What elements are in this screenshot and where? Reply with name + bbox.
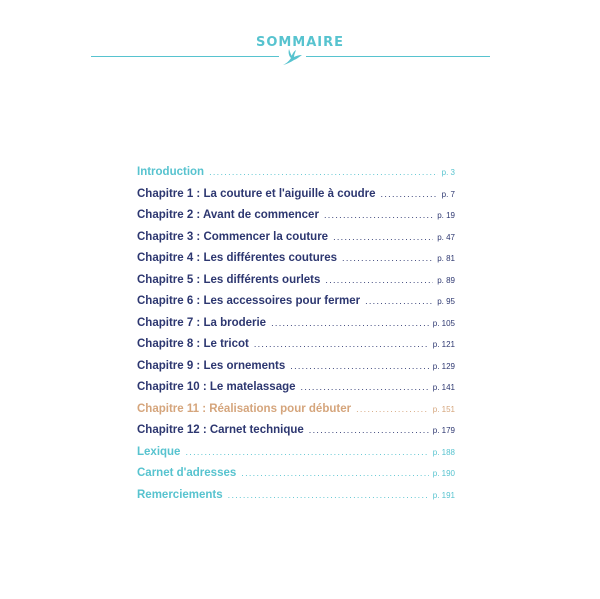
toc-entry-page: p. 141: [432, 383, 455, 392]
toc-entry-label: Chapitre 11 : Réalisations pour débuter: [137, 402, 352, 415]
dot-leader: [290, 361, 428, 371]
dot-leader: [309, 425, 429, 435]
toc-entry-label: Remerciements: [137, 488, 223, 501]
toc-entry[interactable]: [137, 338, 455, 360]
toc-entry-label: Chapitre 4 : Les différentes coutures: [137, 252, 338, 264]
toc-entry-page: p. 3: [441, 168, 455, 177]
toc-entry[interactable]: [137, 274, 455, 296]
header: [0, 30, 600, 80]
dot-leader: [342, 253, 433, 263]
dot-leader: [271, 318, 429, 328]
toc-entry-label: Chapitre 7 : La broderie: [137, 316, 267, 329]
table-of-contents: [137, 166, 455, 510]
toc-entry-label: Chapitre 2 : Avant de commencer: [137, 209, 319, 221]
toc-entry[interactable]: [137, 403, 455, 425]
divider-left: [91, 56, 279, 57]
dot-leader: [365, 296, 433, 306]
toc-entry[interactable]: [137, 360, 455, 382]
dot-leader: [241, 468, 428, 478]
toc-entry[interactable]: [137, 424, 455, 446]
dot-leader: [324, 210, 433, 220]
toc-entry[interactable]: [137, 317, 455, 339]
toc-entry-page: p. 47: [437, 232, 455, 242]
toc-entry[interactable]: [137, 489, 455, 511]
toc-entry-page: p. 188: [432, 447, 455, 457]
toc-entry[interactable]: [137, 467, 455, 489]
dot-leader: [254, 339, 429, 349]
toc-entry-page: p. 191: [432, 490, 455, 500]
toc-entry-label: Chapitre 6 : Les accessoires pour fermer: [137, 295, 361, 307]
toc-entry-page: p. 89: [437, 275, 455, 285]
toc-entry[interactable]: [137, 209, 455, 231]
toc-entry[interactable]: [137, 446, 455, 468]
toc-entry-label: Chapitre 12 : Carnet technique: [137, 424, 304, 436]
toc-entry-label: Chapitre 10 : Le matelassage: [137, 381, 296, 393]
dot-leader: [185, 447, 428, 457]
toc-entry[interactable]: [137, 188, 455, 210]
toc-entry-label: Chapitre 5 : Les différents ourlets: [137, 273, 321, 286]
toc-entry[interactable]: [137, 295, 455, 317]
dot-leader: [381, 189, 438, 199]
toc-entry[interactable]: [137, 166, 455, 188]
toc-entry-page: p. 95: [437, 297, 455, 306]
toc-entry-label: Carnet d'adresses: [137, 467, 237, 479]
toc-entry-page: p. 151: [432, 404, 455, 414]
toc-entry-label: Introduction: [137, 166, 205, 178]
toc-entry-label: Lexique: [137, 445, 181, 458]
toc-entry-page: p. 19: [437, 211, 455, 220]
toc-entry-label: Chapitre 9 : Les ornements: [137, 359, 286, 372]
swallow-bird-icon: [281, 47, 303, 67]
toc-entry-page: p. 179: [432, 426, 455, 435]
toc-entry[interactable]: [137, 381, 455, 403]
toc-entry[interactable]: [137, 252, 455, 274]
dot-leader: [325, 275, 433, 285]
toc-entry-label: Chapitre 1 : La couture et l'aiguille à coudre: [137, 187, 376, 200]
page-title: SOMMAIRE: [255, 35, 345, 50]
toc-entry-label: Chapitre 8 : Le tricot: [137, 338, 249, 350]
toc-entry-page: p. 105: [432, 318, 455, 328]
toc-entry-page: p. 81: [437, 254, 455, 263]
dot-leader: [333, 232, 433, 242]
toc-entry-page: p. 129: [432, 361, 455, 371]
toc-entry-page: p. 7: [441, 189, 455, 199]
toc-entry-page: p. 121: [432, 340, 455, 349]
dot-leader: [209, 167, 438, 177]
toc-entry-page: p. 190: [432, 469, 455, 478]
toc-entry-label: Chapitre 3 : Commencer la couture: [137, 230, 329, 243]
dot-leader: [301, 382, 429, 392]
dot-leader: [356, 404, 429, 414]
toc-entry[interactable]: [137, 231, 455, 253]
divider-right: [306, 56, 490, 57]
dot-leader: [228, 490, 429, 500]
